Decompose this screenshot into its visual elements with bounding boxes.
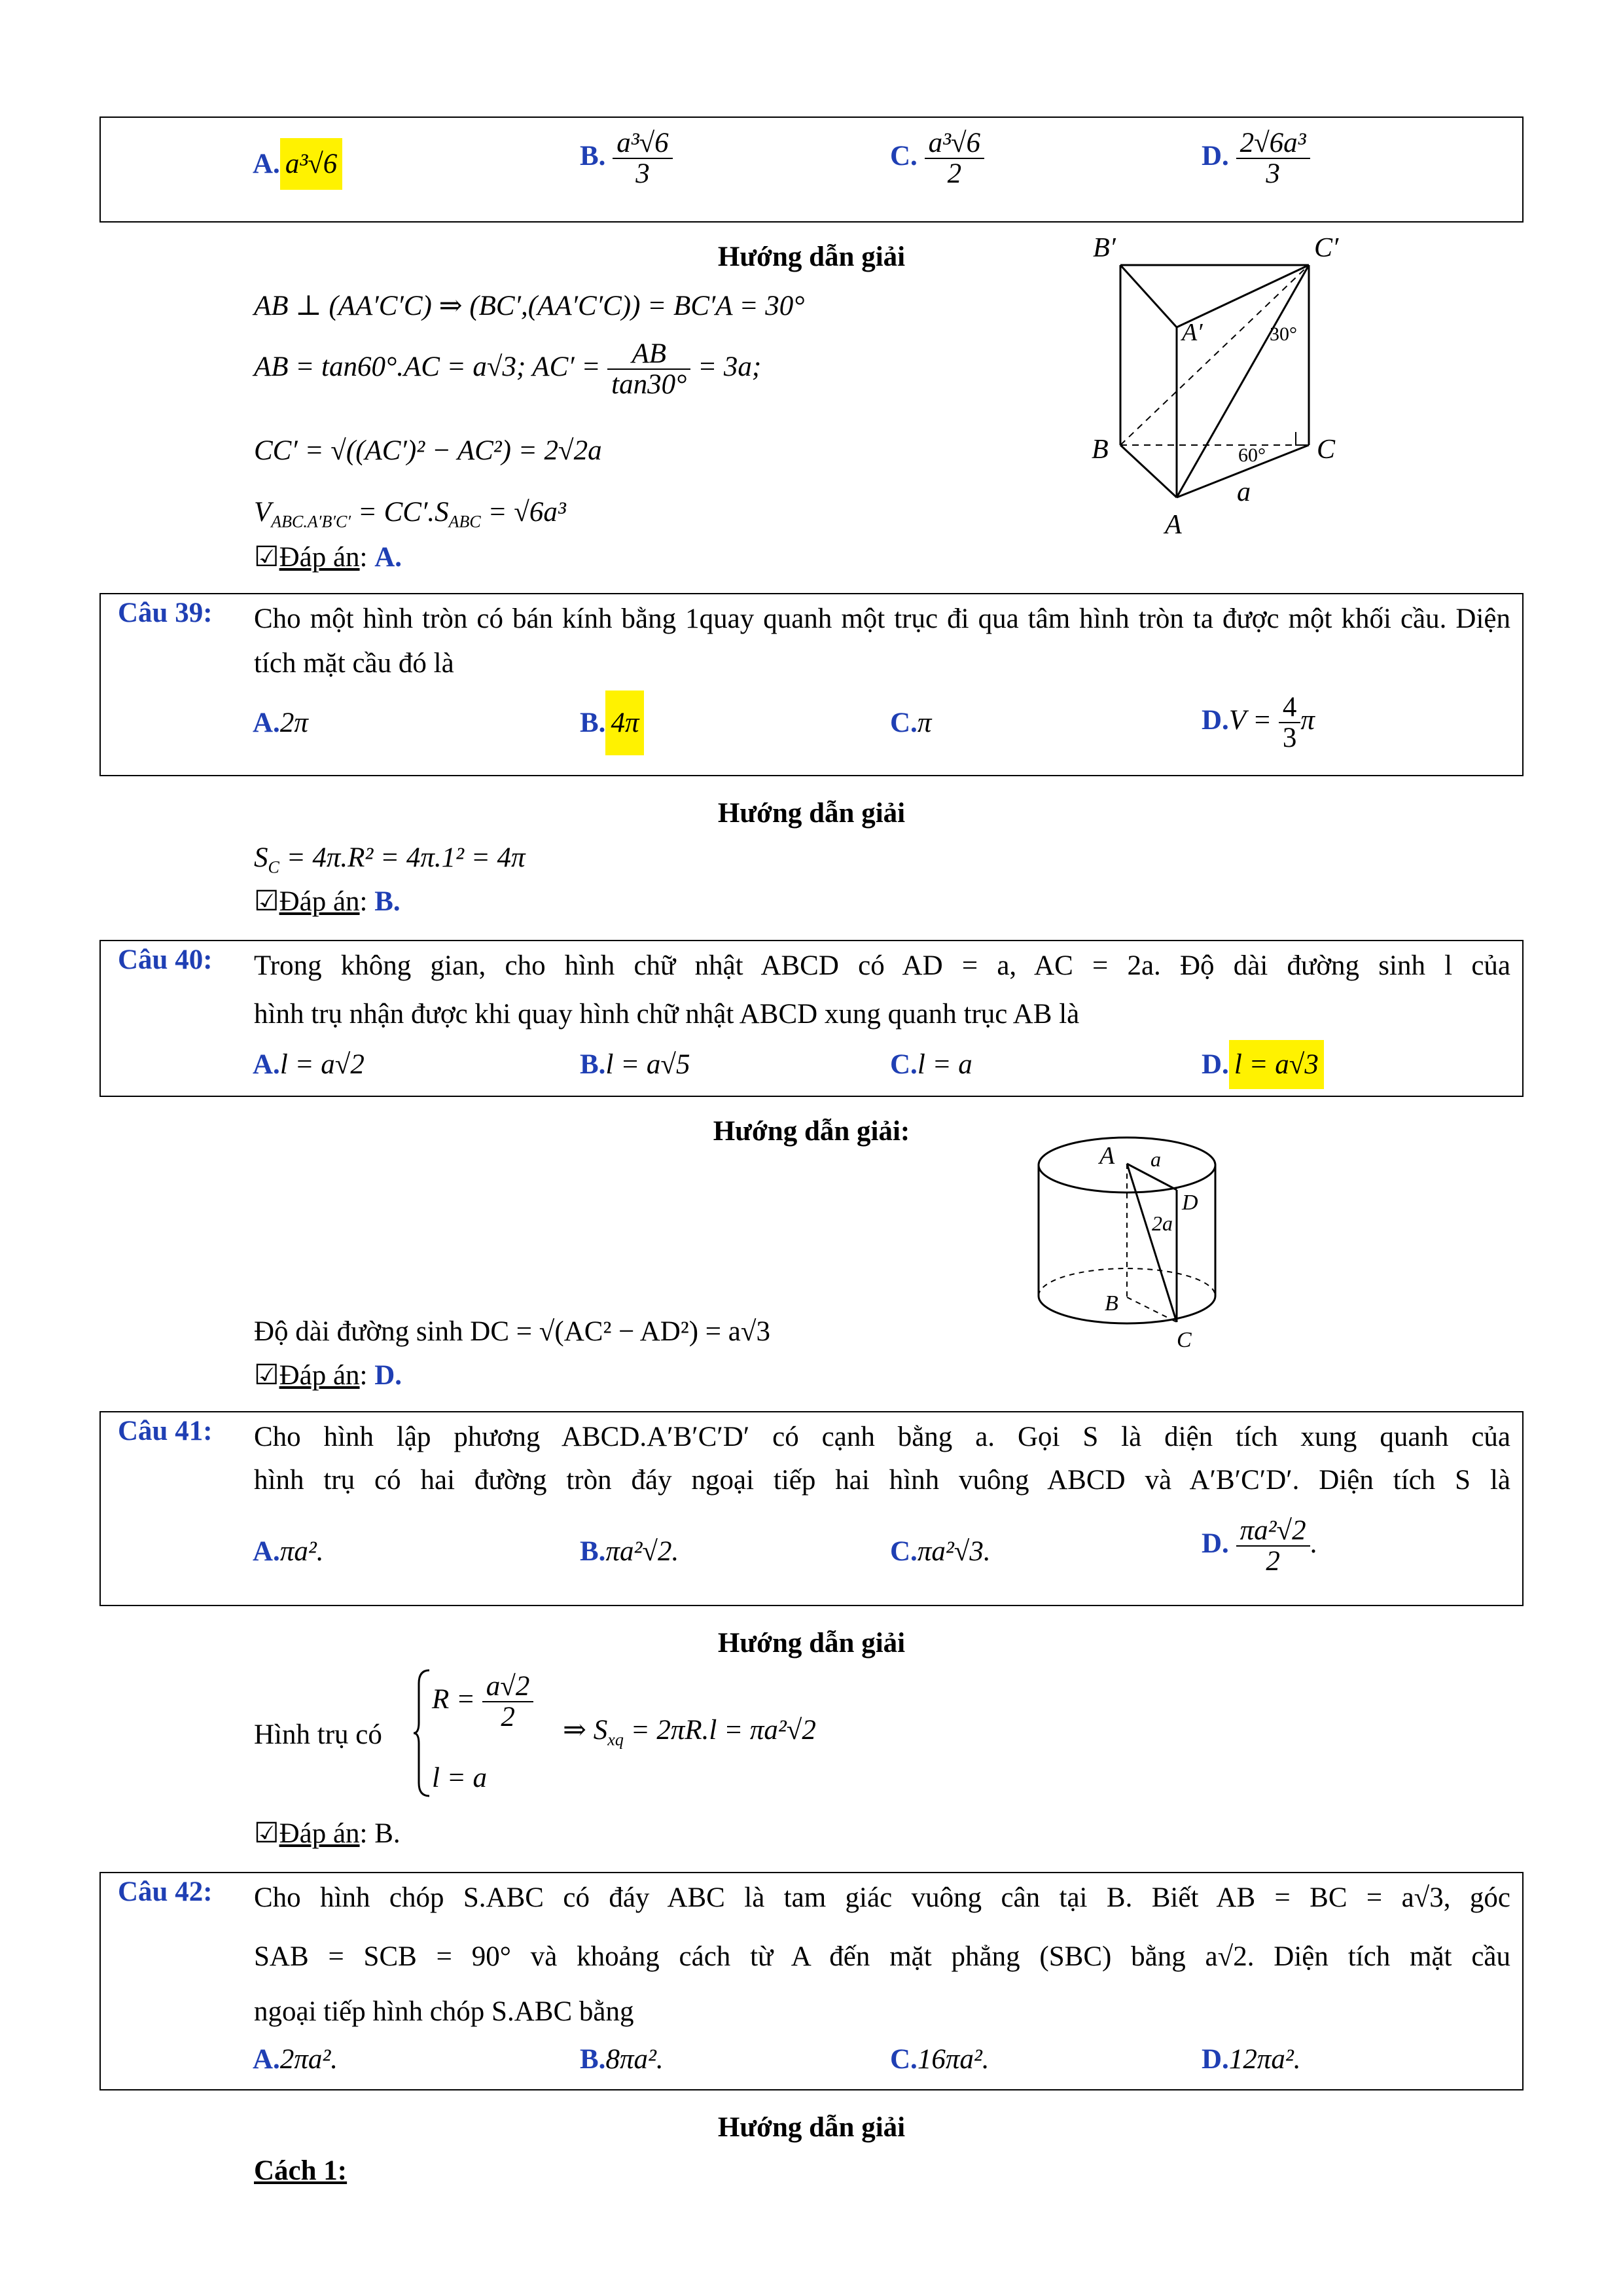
sol38-answer: ☑Đáp án: A. xyxy=(254,542,402,573)
q41-option-c: C.πa²√3. xyxy=(890,1536,991,1567)
q41-number: Câu 41: xyxy=(118,1416,213,1446)
prism-figure xyxy=(1073,236,1361,550)
q39-option-b: B. 4π xyxy=(580,707,644,739)
q42-option-b: B.8πa². xyxy=(580,2044,664,2075)
q40-option-b: B.l = a√5 xyxy=(580,1049,690,1080)
q41-option-d: D. $\frac{\text{πa²√2}}{2}$ . xyxy=(1202,1515,1317,1577)
q39-option-d: D.V = $\frac{4}{3}$ π xyxy=(1202,692,1315,754)
sol41-result: ⇒ $S_{xq} = 2\pi R.l = \pi a^2√2$ xyxy=(563,1715,816,1749)
q42-option-c: C.16πa². xyxy=(890,2044,990,2075)
sol40-title: Hướng dẫn giải: xyxy=(713,1116,910,1147)
q40-text1: Trong không gian, cho hình chữ nhật ABCD có AD = a, AC = 2a. Độ dài đường sinh l của xyxy=(254,950,1510,981)
q39-option-a: A.2π xyxy=(253,708,308,738)
q40-option-a: A.l = a√2 xyxy=(253,1049,365,1080)
fig40-label-a-len: a xyxy=(1150,1147,1161,1171)
sol40-answer: ☑Đáp án: D. xyxy=(254,1360,402,1391)
fig38-label-a1: A′ xyxy=(1182,319,1203,346)
fig40-label-a: A xyxy=(1099,1142,1115,1170)
fig40-label-c: C xyxy=(1177,1328,1192,1352)
fig38-label-a-len: a xyxy=(1237,477,1251,507)
q41-text1: Cho hình lập phương ABCD.A′B′C′D′ có cạnh bằng a. Gọi S là diện tích xung quanh của xyxy=(254,1422,1510,1452)
q40-number: Câu 40: xyxy=(118,944,213,975)
q38-option-a: A. a³√6 xyxy=(253,148,342,180)
sol41-answer: ☑Đáp án: B. xyxy=(254,1818,401,1849)
sol39-answer: ☑Đáp án: B. xyxy=(254,886,401,917)
q40-text2: hình trụ nhận được khi quay hình chữ nhật ABCD xung quanh trục AB là xyxy=(254,999,1080,1030)
sol38-line4: $V_{ABC.A'B'C'} = CC'.S_{ABC} = √6a^3$ xyxy=(254,497,566,531)
sol41-title: Hướng dẫn giải xyxy=(717,1628,906,1659)
q41-option-b: B.πa²√2. xyxy=(580,1536,679,1567)
q42-option-d: D.12πa². xyxy=(1202,2044,1301,2075)
q42-option-a: A.2πa². xyxy=(253,2044,338,2075)
q39-number: Câu 39: xyxy=(118,598,213,628)
q38-option-d: D. $\frac{\text{2√6a³}}{3}$ xyxy=(1202,128,1310,188)
sol40-line1: Độ dài đường sinh DC = √(AC² − AD²) = a√3 xyxy=(254,1316,770,1347)
q38-option-c: C. $\frac{\text{a³√6}}{2}$ xyxy=(890,128,984,188)
sol42-cach: Cách 1: xyxy=(254,2155,348,2186)
q38-option-b: B. $\frac{\text{a³√6}}{3}$ xyxy=(580,128,673,188)
fig40-label-2a: 2a xyxy=(1152,1211,1173,1235)
fig38-angle60: 60° xyxy=(1238,444,1266,466)
fig38-angle30: 30° xyxy=(1270,323,1297,345)
sol41-brace xyxy=(412,1668,432,1799)
sol41-l-line: l = a xyxy=(432,1763,487,1793)
q41-text2: hình trụ có hai đường tròn đáy ngoại tiếp hai hình vuông ABCD và A′B′C′D′. Diện tích S là xyxy=(254,1465,1510,1496)
cylinder-figure xyxy=(1027,1126,1237,1374)
q40-option-d: D. l = a√3 xyxy=(1202,1049,1324,1081)
sol38-line2: AB = tan60°.AC = a√3; AC′ = $\frac{AB}{\tan 30^\circ}$ = 3a; xyxy=(254,338,762,401)
fig38-label-c: C xyxy=(1317,435,1336,465)
fig38-label-b1: B′ xyxy=(1093,236,1116,263)
q42-text3: ngoại tiếp hình chóp S.ABC bằng xyxy=(254,1996,634,2027)
q39-option-c: C.π xyxy=(890,708,932,738)
sol39-line1: $S_C = 4\pi.R^2 = 4\pi.1^2 = 4\pi$ xyxy=(254,842,526,877)
sol42-title: Hướng dẫn giải xyxy=(717,2112,906,2143)
sol38-line3: CC′ = √((AC′)² − AC²) = 2√2a xyxy=(254,435,602,466)
fig40-label-d: D xyxy=(1182,1191,1198,1215)
q42-text2: SAB = SCB = 90° và khoảng cách từ A đến mặt phẳng (SBC) bằng a√2. Diện tích mặt cầu xyxy=(254,1941,1510,1972)
sol38-title: Hướng dẫn giải xyxy=(717,242,906,272)
fig40-label-b: B xyxy=(1105,1291,1118,1316)
fig38-label-b: B xyxy=(1092,435,1109,465)
sol41-pre: Hình trụ có xyxy=(254,1719,382,1750)
sol39-title: Hướng dẫn giải xyxy=(717,798,906,829)
sol38-line1: AB ⊥ (AA′C′C) ⇒ (BC′,(AA′C′C)) = BC′A = 30° xyxy=(254,291,805,321)
sol41-r-line: R = $\frac{a√2}{2}$ xyxy=(432,1672,533,1732)
fig38-label-c1: C′ xyxy=(1314,236,1339,263)
fig38-label-a: A xyxy=(1165,510,1182,540)
q41-option-a: A.πa². xyxy=(253,1536,324,1567)
q40-option-c: C.l = a xyxy=(890,1049,972,1080)
q42-number: Câu 42: xyxy=(118,1876,213,1907)
q42-text1: Cho hình chóp S.ABC có đáy ABC là tam giác vuông cân tại B. Biết AB = BC = a√3, góc xyxy=(254,1882,1510,1913)
q39-text: Cho một hình tròn có bán kính bằng 1quay quanh một trục đi qua tâm hình tròn ta được một khối cầu. Diện tích mặt cầu đó là xyxy=(254,603,1510,679)
